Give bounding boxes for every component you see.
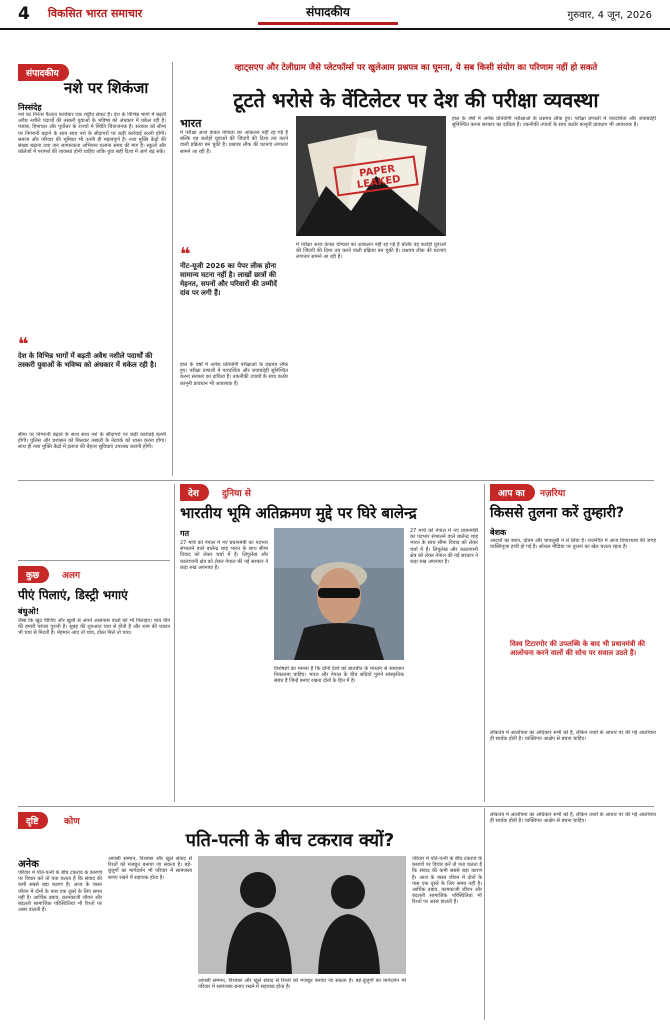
quote-mark-icon: ❝ bbox=[18, 334, 29, 355]
balendra-portrait bbox=[274, 528, 404, 660]
column-rule bbox=[174, 484, 175, 802]
main-quote bbox=[180, 244, 288, 358]
opinion-byline: बेशक bbox=[490, 528, 507, 537]
world-tag-right: दुनिया से bbox=[222, 489, 251, 499]
editorial-body-2: सीमा पर निगरानी बढ़ाने के साथ साथ नशे के सौदागरों पर कड़ी कार्रवाई करनी होगी। पुलिस और प्रशासन को मिलकर तस्करी के नेटवर्क को ध्वस्त करना होगा। साथ ही नशा मुक्ति केंद्रों में इलाज की बेहतर सुविधाएं उपलब्ध करानी होंगी। bbox=[18, 432, 166, 451]
editorial-headline: नशे पर शिकंजा bbox=[64, 79, 149, 97]
relationship-byline: अनेक bbox=[18, 859, 39, 870]
main-body-center: में परीक्षा आज केवल योग्यता का आकलन नहीं रह गई है बल्कि वह करोड़ों युवाओं की जिंदगी की दिशा तय करने वाली प्रक्रिया बन चुकी है। प्रश्नपत्र लीक की घटनाएं लगातार सामने आ रही हैं। bbox=[296, 242, 446, 261]
addiction-headline: पीएं पिलाएं, डिस्ट्री भगाएं bbox=[18, 588, 128, 602]
world-tag-left: देश bbox=[180, 484, 209, 501]
relationship-body-2: आपसी सम्मान, विश्वास और खुले संवाद से रिश्तों को मजबूत बनाया जा सकता है। बड़े-बुजुर्गों का मार्गदर्शन भी परिवार में सामंजस्य बनाए रखने में सहायक होता है। bbox=[108, 856, 192, 881]
editorial-quote-text: देश के विभिन्न भागों में बढ़ती अवैध नशीले पदार्थों की तस्करी युवाओं के भविष्य को अंधकार में धकेल रही है। bbox=[18, 352, 157, 369]
opinion-tag-left: आप का bbox=[490, 484, 535, 501]
world-headline: भारतीय भूमि अतिक्रमण मुद्दे पर घिरे बालेन्द्र bbox=[180, 504, 417, 522]
opinion-body: आदर्शों का स्थान, दोयम और चापलूसी ने ले लिया है। राजनीति में आज विचारधारा की जगह व्यक्तिपूजा हावी हो गई है। सोशल मीडिया पर तुलना का खेल चलता रहता है। bbox=[490, 538, 656, 551]
world-byline: गत bbox=[180, 529, 190, 538]
editorial-tag: संपादकीय bbox=[18, 64, 69, 81]
addiction-tag-left: कुछ bbox=[18, 566, 49, 583]
opinion-tag-right: नज़रिया bbox=[540, 489, 566, 499]
main-body-1: में परीक्षा आज केवल योग्यता का आकलन नहीं रह गई है बल्कि वह करोड़ों युवाओं की जिंदगी की दिशा तय करने वाली प्रक्रिया बन चुकी है। प्रश्नपत्र लीक की घटनाएं लगातार सामने आ रही हैं। bbox=[180, 130, 288, 155]
opinion-continued: लोकतंत्र में आलोचना का अधिकार सभी को है, लेकिन तथ्यों के आधार पर की गई आलोचना ही सार्थक होती है। व्यक्तिगत आक्षेप से बचना चाहिए। bbox=[490, 812, 656, 825]
column-rule bbox=[172, 62, 173, 476]
dateline: गुरुवार, 4 जून, 2026 bbox=[567, 10, 652, 21]
page-number: 4 bbox=[18, 4, 30, 24]
couple-silhouette bbox=[198, 856, 406, 974]
paper-leaked-photo bbox=[296, 116, 446, 236]
addiction-byline: बंधुओ! bbox=[18, 607, 40, 616]
world-body: 27 मार्च को नेपाल में नए प्रधानमंत्री का पदभार संभालने वाले बालेन्द्र शाह भारत के साथ सीमा विवाद को लेकर चर्चा में हैं। लिपुलेख और कालापानी क्षेत्र को लेकर नेपाल की नई सरकार ने कड़ा रुख अपनाया है। bbox=[180, 540, 268, 571]
opinion-body-2: लोकतंत्र में आलोचना का अधिकार सभी को है, लेकिन तथ्यों के आधार पर की गई आलोचना ही सार्थक होती है। व्यक्तिगत आक्षेप से बचना चाहिए। bbox=[490, 730, 656, 743]
main-kicker: व्हाट्सएप और टेलीग्राम जैसे प्लेटफॉर्म्स पर खुलेआम प्रश्नपत्र का घूमना, ये सब किसी संयोग का परिणाम नहीं हो सकते bbox=[234, 63, 598, 73]
quote-mark-icon: ❝ bbox=[180, 244, 191, 265]
relationship-body: परिवार में पति-पत्नी के बीच टकराव के कारणों पर विचार करें तो पता चलता है कि संवाद की कमी सबसे बड़ा कारण है। आज के व्यस्त जीवन में दोनों के पास एक दूसरे के लिए समय नहीं है। आर्थिक दबाव, कामकाजी जीवन और बदलती सामाजिक परिस्थितियां भी रिश्तों पर असर डालती हैं। bbox=[18, 870, 102, 914]
section-rule bbox=[18, 560, 170, 561]
relationship-tag-left: दृष्टि bbox=[18, 812, 48, 829]
main-quote-text: नीट-यूजी 2026 का पेपर लीक होना सामान्य घटना नहीं है। लाखों छात्रों की मेहनत, सपनों और परिवारों की उम्मीदें दांव पर लगी हैं। bbox=[180, 262, 277, 297]
world-body-3: 27 मार्च को नेपाल में नए प्रधानमंत्री का पदभार संभालने वाले बालेन्द्र शाह भारत के साथ सीमा विवाद को लेकर चर्चा में हैं। लिपुलेख और कालापानी क्षेत्र को लेकर नेपाल की नई सरकार ने कड़ा रुख अपनाया है। bbox=[410, 528, 478, 566]
column-rule bbox=[484, 484, 485, 802]
editorial-lead-word: निस्संदेह bbox=[18, 103, 42, 112]
main-body-right: हाल के वर्षों में अनेक प्रतियोगी परीक्षाओं के प्रश्नपत्र लीक हुए। परीक्षा प्रणाली में पारदर्शिता और जवाबदेही सुनिश्चित करना सरकार का दायित्व है। तकनीकी उपायों के साथ कठोर कानूनी प्रावधान भी आवश्यक हैं। bbox=[452, 116, 656, 129]
relationship-body-4: परिवार में पति-पत्नी के बीच टकराव के कारणों पर विचार करें तो पता चलता है कि संवाद की कमी सबसे बड़ा कारण है। आज के व्यस्त जीवन में दोनों के पास एक दूसरे के लिए समय नहीं है। आर्थिक दबाव, कामकाजी जीवन और बदलती सामाजिक परिस्थितियां भी रिश्तों पर असर डालती हैं। bbox=[412, 856, 482, 906]
addiction-tag-right: अलग bbox=[62, 571, 81, 581]
opinion-quote bbox=[510, 640, 656, 726]
masthead bbox=[0, 0, 670, 30]
opinion-headline: किससे तुलना करें तुम्हारी? bbox=[490, 505, 625, 521]
main-headline: टूटते भरोसे के वेंटिलेटर पर देश की परीक्षा व्यवस्था bbox=[233, 88, 599, 112]
world-body-2: विशेषज्ञों का मानना है कि दोनों देशों को बातचीत के माध्यम से समाधान निकालना चाहिए। भारत और नेपाल के बीच सदियों पुराने सांस्कृतिक संबंध हैं जिन्हें बनाए रखना दोनों के हित में है। bbox=[274, 666, 404, 685]
couple-silhouette-photo bbox=[198, 856, 406, 974]
section-name: संपादकीय bbox=[258, 3, 398, 25]
main-body-2: हाल के वर्षों में अनेक प्रतियोगी परीक्षाओं के प्रश्नपत्र लीक हुए। परीक्षा प्रणाली में पारदर्शिता और जवाबदेही सुनिश्चित करना सरकार का दायित्व है। तकनीकी उपायों के साथ कठोर कानूनी प्रावधान भी आवश्यक हैं। bbox=[180, 362, 288, 387]
paper-leaked-stamp: PAPER LEAKED bbox=[356, 163, 402, 191]
relationship-body-3: आपसी सम्मान, विश्वास और खुले संवाद से रिश्तों को मजबूत बनाया जा सकता है। बड़े-बुजुर्गों का मार्गदर्शन भी परिवार में सामंजस्य बनाए रखने में सहायक होता है। bbox=[198, 978, 406, 991]
addiction-body: जैसा कि खुद पीजिए और खुशी से अपने आसपास वालों को भी पिलाइए। चाय पीने की हमारी परंपरा पुरानी है। सुबह की शुरुआत चाय से होती है और शाम की थकान भी चाय से मिटती है। मेहमान आए तो चाय, दोस्त मिले तो चाय। bbox=[18, 618, 170, 637]
relationship-headline: पति-पत्नी के बीच टकराव क्यों? bbox=[185, 830, 395, 851]
section-rule bbox=[18, 806, 654, 807]
main-byline: भारत bbox=[180, 117, 202, 130]
paper-name: विकसित भारत समाचार bbox=[48, 7, 143, 20]
balendra-photo bbox=[274, 528, 404, 660]
opinion-quote-text: विश्व टिटारगोर की उपलब्धि के बाद भी प्रधानमंत्री की आलोचना करने वालों की सोच पर सवाल उठते हैं। bbox=[510, 640, 645, 657]
editorial-body: नशे का निरंतर फैलता कारोबार एक राष्ट्रीय संकट है। देश के विभिन्न भागों में बढ़ती अवैध नशीले पदार्थों की तस्करी युवाओं के भविष्य को अंधकार में धकेल रही है। पंजाब, हिमाचल और पूर्वोत्तर के राज्यों में स्थिति चिंताजनक है। सरकार को सीमा पर निगरानी बढ़ाने के साथ साथ नशे के सौदागरों पर कड़ी कार्रवाई करनी होगी। समाज और परिवार की भूमिका भी उतनी ही महत्वपूर्ण है। नशा मुक्ति केंद्रों की संख्या बढ़ाना तथा जन जागरूकता अभियान चलाना समय की मांग है। स्कूलों और कॉलेजों में परामर्श की व्यवस्था होनी चाहिए ताकि युवा सही दिशा में आगे बढ़ सकें। bbox=[18, 112, 166, 156]
editorial-quote bbox=[18, 334, 166, 428]
section-rule bbox=[18, 480, 654, 481]
column-rule bbox=[484, 808, 485, 1020]
relationship-tag-right: कोण bbox=[64, 817, 80, 827]
